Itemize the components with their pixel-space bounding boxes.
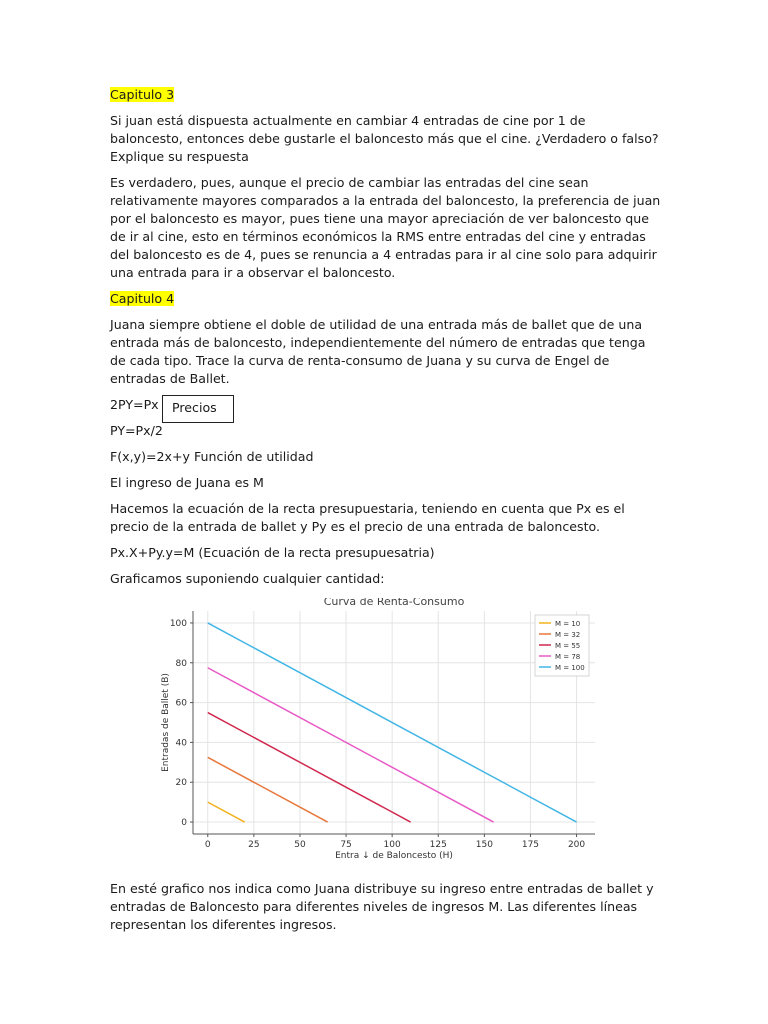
equation-price-half: PY=Px/2 (110, 423, 163, 438)
y-tick-label: 80 (175, 658, 187, 669)
graph-intro-paragraph: Graficamos suponiendo cualquier cantidad: (110, 571, 385, 586)
x-tick-label: 150 (475, 840, 493, 850)
x-tick-label: 50 (294, 840, 306, 850)
chapter-4-heading (110, 290, 662, 308)
x-axis-label: Entra ↓ de Baloncesto (H) (335, 851, 453, 861)
budget-paragraph: Hacemos la ecuación de la recta presupuestaria, teniendo en cuenta que Px es el precio de la entrada de ballet y Py es el precio de una entrada de baloncesto. (110, 501, 625, 534)
y-tick-label: 20 (175, 778, 187, 789)
chart-svg (160, 598, 610, 868)
x-tick-label: 25 (248, 840, 260, 850)
precios-textbox: Precios (162, 395, 234, 423)
x-tick-label: 175 (521, 840, 540, 850)
question-4-paragraph: Juana siempre obtiene el doble de utilidad de una entrada más de ballet que de una entrada más de baloncesto, independientemente del número de entradas que tenga de cada tipo. Trace la curva de renta-consumo de Juana y su curva de Engel de entradas de Ballet. (110, 317, 646, 386)
document-page (110, 86, 662, 942)
x-tick-label: 100 (383, 840, 401, 850)
chapter-3-heading (110, 86, 662, 104)
answer-3-paragraph: Es verdadero, pues, aunque el precio de cambiar las entradas del cine sean relativamente mayores comparados a la entrada del baloncesto, la preferencia de juan por el baloncesto es mayor, pues tiene una mayor apreciación de ver baloncesto que de ir al cine, esto en términos económicos la RMS entre entradas del cine y entradas del baloncesto es de 4, pues se renuncia a 4 entradas para ir al cine solo para adquirir una entrada para ir a observar el baloncesto. (110, 175, 661, 280)
price-equations (110, 396, 662, 440)
x-tick-label: 125 (429, 840, 447, 850)
legend-label: M = 100 (555, 664, 585, 672)
utility-function: F(x,y)=2x+y Función de utilidad (110, 449, 314, 464)
equation-price-ratio: 2PY=Px (110, 397, 159, 412)
chapter-4-highlight: Capitulo 4 (110, 291, 175, 306)
x-tick-label: 75 (340, 840, 352, 850)
legend-label: M = 32 (555, 631, 581, 639)
legend-label: M = 78 (555, 653, 581, 661)
conclusion-paragraph: En esté grafico nos indica como Juana distribuye su ingreso entre entradas de ballet y entradas de Baloncesto para diferentes niveles de ingresos M. Las diferentes líneas representan los diferentes ingresos. (110, 881, 654, 932)
legend-label: M = 10 (555, 620, 581, 628)
y-axis-label: Entradas de Ballet (B) (161, 673, 171, 772)
income-consumption-chart (160, 598, 610, 868)
chapter-3-highlight: Capitulo 3 (110, 87, 175, 102)
y-tick-label: 100 (169, 618, 187, 629)
budget-equation: Px.X+Py.y=M (Ecuación de la recta presupuesatria) (110, 545, 435, 560)
y-tick-label: 40 (175, 738, 187, 749)
y-tick-label: 60 (175, 698, 187, 709)
legend-label: M = 55 (555, 642, 581, 650)
chart-title: Curva de Renta-Consumo (323, 598, 465, 608)
y-tick-label: 0 (181, 818, 187, 829)
x-tick-label: 0 (204, 840, 211, 850)
x-tick-label: 200 (567, 840, 586, 850)
income-paragraph: El ingreso de Juana es M (110, 475, 264, 490)
question-3-paragraph: Si juan está dispuesta actualmente en cambiar 4 entradas de cine por 1 de baloncesto, entonces debe gustarle el baloncesto más que el cine. ¿Verdadero o falso? Explique su respuesta (110, 113, 659, 164)
